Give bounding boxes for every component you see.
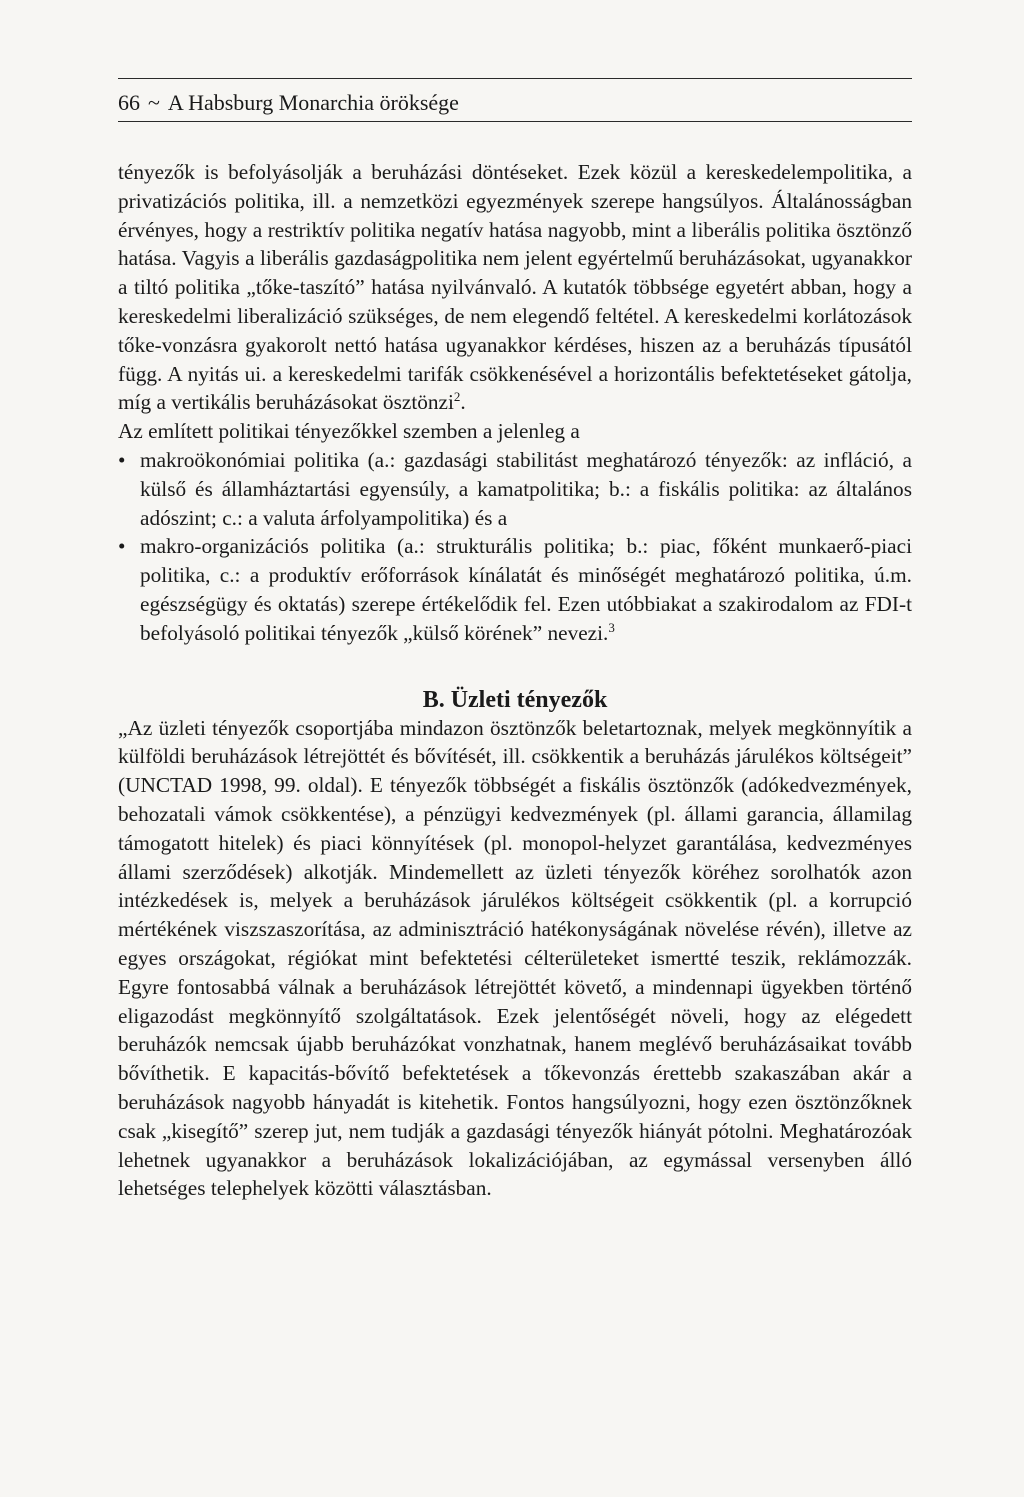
section-title: B. Üzleti tényezők [422,686,608,713]
list-item [118,532,912,647]
intro-line: Az említett politikai tényezőkkel szemben a jelenleg a [118,419,580,444]
bullet-list [118,446,912,648]
section-body: „Az üzleti tényezők csoportjába mindazon ösztönzők beletartoznak, melyek megkönnyítik a külföldi beruházások létrejöttét és bővítését, ill. csökkentik a beruházás járulékos költségeit” (UNCTAD 1998, 99. oldal). E tényezők többségét a fiskális ösztönzők (adókedvezmények, behozatali vámok csökkentése), a pénzügyi kedvezmények (pl. állami garancia, államilag támogatott hitelek) és piaci könnyítések (pl. monopol-helyzet garantálása, kedvezményes állami szerződések) alkotják. Mindemellett az üzleti tényezők köréhez sorolhatók azon intézkedések is, melyek a beruházások járulékos költségeit csökkentik (pl. a korrupció mértékének viszszaszorítása, az adminisztráció hatékonyságának növelése révén), illetve az egyes országokat, régiókat mint befektetési célterületeket ismertté teszik, reklámozzák. Egyre fontosabbá válnak a beruházások létrejöttét követő, a mindennapi ügyekben történő eligazodást megkönnyítő szolgáltatások. Ezek jelentőségét növeli, hogy az elégedett beruházók nemcsak újabb beruházókat vonzhatnak, hanem meglévő beruházásaikat tovább bővíthetik. E kapacitás-bővítő befektetések a tőkevonzás érettebb szakaszában akár a beruházások nagyobb hányadát is kitehetik. Fontos hangsúlyozni, hogy ezen ösztönzőknek csak „kisegítő” szerep jut, nem tudják a gazdasági tényezők hiányát pótolni. Meghatározóak lehetnek ugyanakkor a beruházások lokalizációjában, az egymással versenyben álló lehetséges telephelyek közötti választásban. [118,715,912,1201]
header-separator: ~ [148,90,160,115]
bullet-text: makroökonómiai politika (a.: gazdasági stabilitást meghatározó tényezők: az infláció, a külső és államháztartási egyensúly, a kamatpolitika; b.: a fiskális politika: az általános adószint; c.: a valuta árfolyampolitika) és a [140,447,912,530]
bullet-icon: • [118,534,126,559]
page-body [118,158,912,1203]
bullet-text: makro-organizációs politika (a.: strukturális politika; b.: piac, főként munkaerő-piaci politika, c.: a produktív erőforrások kínálatát és minőségét meghatározó politika, ú.m. egészségügy és oktatás) szerepe értékelődik fel. Ezen utóbbiakat a szakirodalom az FDI-t befolyásoló politikai tényezők „külső körének” nevezi. [140,534,912,645]
header-top-rule [118,78,912,79]
paragraph-1-tail: . [460,390,466,415]
header-line [118,91,912,115]
footnote-ref-2[interactable]: 2 [453,389,461,405]
footnote-ref-3[interactable]: 3 [608,619,615,635]
bullet-icon: • [118,447,126,472]
running-title: A Habsburg Monarchia öröksége [167,90,459,115]
paragraph-1 [118,158,912,417]
running-header [118,78,912,122]
list-item [118,446,912,532]
header-bottom-rule [118,121,912,122]
paragraph-1-text: tényezők is befolyásolják a beruházási döntéseket. Ezek közül a kereskedelempolitika, a privatizációs politika, ill. a nemzetközi egyezmények szerepe hangsúlyos. Általánosságban érvényes, hogy a restriktív politika negatív hatása nagyobb, mint a liberális politika ösztönző hatása. Vagyis a liberális gazdaságpolitika nem jelent egyértelmű beruházásokat, ugyanakkor a tiltó politika „tőke-taszító” hatása nyilvánvaló. A kutatók többsége egyetért abban, hogy a kereskedelmi liberalizáció szükséges, de nem elegendő feltétel. A kereskedelmi korlátozások tőke-vonzásra gyakorolt nettó hatása ugyanakkor kérdéses, hiszen az a beruházás típusától függ. A nyitás ui. a kereskedelmi tarifák csökkenésével a horizontális befektetéseket gátolja, míg a vertikális beruházásokat ösztönzi [118,160,912,415]
page-number: 66 [118,90,140,115]
